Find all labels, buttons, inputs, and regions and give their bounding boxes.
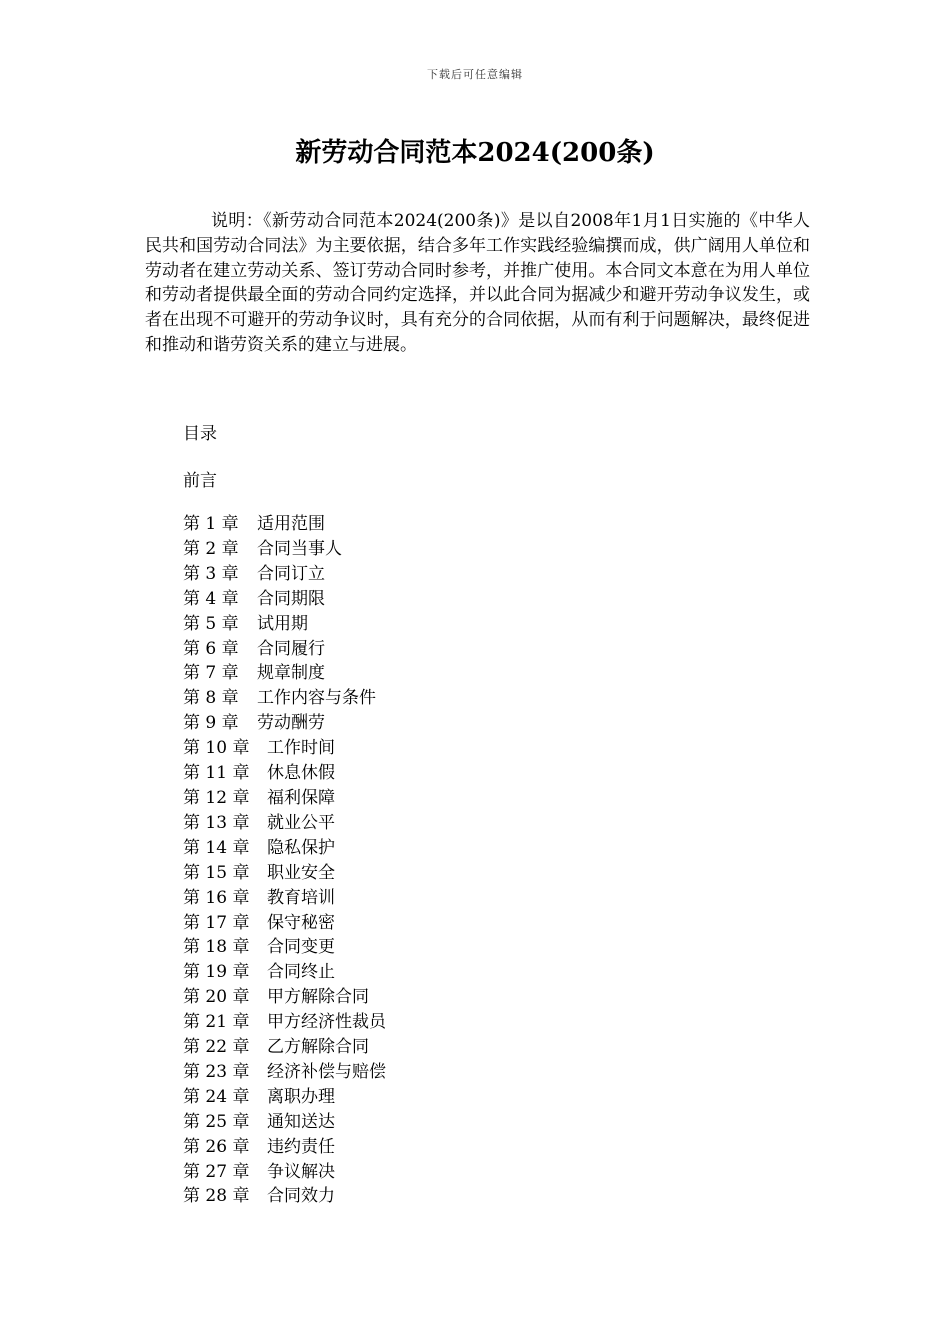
chapter-title: 合同当事人 bbox=[257, 538, 342, 559]
header-note: 下载后可任意编辑 bbox=[427, 68, 523, 81]
chapter-number: 第 4 章 bbox=[183, 588, 239, 609]
chapter-number: 第 25 章 bbox=[183, 1111, 250, 1132]
chapter-item bbox=[183, 960, 386, 985]
chapter-number: 第 20 章 bbox=[183, 987, 250, 1008]
chapter-title: 乙方解除合同 bbox=[267, 1037, 369, 1058]
chapter-item bbox=[183, 1184, 386, 1209]
chapter-item bbox=[183, 1010, 386, 1035]
chapter-item bbox=[183, 612, 386, 637]
chapter-title: 通知送达 bbox=[267, 1111, 335, 1132]
chapter-title: 合同效力 bbox=[267, 1186, 335, 1207]
chapter-number: 第 17 章 bbox=[183, 912, 250, 933]
chapter-number: 第 28 章 bbox=[183, 1186, 250, 1207]
chapter-title: 合同终止 bbox=[267, 962, 335, 983]
chapter-title: 合同订立 bbox=[257, 563, 325, 584]
chapter-title: 离职办理 bbox=[267, 1086, 335, 1107]
chapter-title: 职业安全 bbox=[267, 862, 335, 883]
chapter-number: 第 16 章 bbox=[183, 887, 250, 908]
chapter-item bbox=[183, 861, 386, 886]
chapter-item bbox=[183, 1085, 386, 1110]
chapter-item bbox=[183, 811, 386, 836]
chapter-title: 规章制度 bbox=[257, 663, 325, 684]
preface-heading: 前言 bbox=[183, 471, 217, 491]
chapter-title: 违约责任 bbox=[267, 1136, 335, 1157]
chapter-item bbox=[183, 711, 386, 736]
chapter-item bbox=[183, 512, 386, 537]
chapter-title: 合同期限 bbox=[257, 588, 325, 609]
chapter-title: 福利保障 bbox=[267, 787, 335, 808]
chapter-item bbox=[183, 911, 386, 936]
chapter-title: 经济补偿与赔偿 bbox=[267, 1061, 386, 1082]
chapter-number: 第 10 章 bbox=[183, 738, 250, 759]
chapter-number: 第 22 章 bbox=[183, 1037, 250, 1058]
chapter-item bbox=[183, 761, 386, 786]
chapter-item bbox=[183, 1110, 386, 1135]
chapter-title: 保守秘密 bbox=[267, 912, 335, 933]
chapter-item bbox=[183, 736, 386, 761]
chapter-item bbox=[183, 686, 386, 711]
chapter-title: 合同履行 bbox=[257, 638, 325, 659]
chapter-item bbox=[183, 1135, 386, 1160]
chapter-title: 劳动酬劳 bbox=[257, 713, 325, 734]
chapter-title: 甲方解除合同 bbox=[267, 987, 369, 1008]
chapter-title: 就业公平 bbox=[267, 812, 335, 833]
chapter-item bbox=[183, 637, 386, 662]
chapter-number: 第 18 章 bbox=[183, 937, 250, 958]
chapter-item bbox=[183, 985, 386, 1010]
chapter-title: 甲方经济性裁员 bbox=[267, 1012, 386, 1033]
chapter-title: 试用期 bbox=[257, 613, 308, 634]
chapter-number: 第 13 章 bbox=[183, 812, 250, 833]
chapter-item bbox=[183, 1060, 386, 1085]
chapter-number: 第 6 章 bbox=[183, 638, 239, 659]
chapter-number: 第 8 章 bbox=[183, 688, 239, 709]
chapter-number: 第 3 章 bbox=[183, 563, 239, 584]
chapter-number: 第 2 章 bbox=[183, 538, 239, 559]
chapter-number: 第 27 章 bbox=[183, 1161, 250, 1182]
chapter-item bbox=[183, 537, 386, 562]
chapter-item bbox=[183, 836, 386, 861]
chapter-item bbox=[183, 1035, 386, 1060]
chapter-list bbox=[183, 512, 386, 1209]
chapter-title: 工作内容与条件 bbox=[257, 688, 376, 709]
chapter-number: 第 21 章 bbox=[183, 1012, 250, 1033]
chapter-item bbox=[183, 886, 386, 911]
chapter-number: 第 26 章 bbox=[183, 1136, 250, 1157]
document-title: 新劳动合同范本2024(200条) bbox=[295, 138, 655, 168]
chapter-number: 第 14 章 bbox=[183, 837, 250, 858]
chapter-title: 合同变更 bbox=[267, 937, 335, 958]
toc-heading: 目录 bbox=[183, 424, 217, 444]
chapter-number: 第 1 章 bbox=[183, 514, 239, 534]
chapter-item bbox=[183, 562, 386, 587]
chapter-title: 休息休假 bbox=[267, 763, 335, 784]
chapter-number: 第 12 章 bbox=[183, 787, 250, 808]
chapter-number: 第 9 章 bbox=[183, 713, 239, 734]
chapter-title: 适用范围 bbox=[257, 514, 325, 534]
chapter-item bbox=[183, 587, 386, 612]
chapter-item bbox=[183, 661, 386, 686]
chapter-title: 争议解决 bbox=[267, 1161, 335, 1182]
chapter-number: 第 19 章 bbox=[183, 962, 250, 983]
chapter-number: 第 5 章 bbox=[183, 613, 239, 634]
chapter-item bbox=[183, 786, 386, 811]
chapter-number: 第 23 章 bbox=[183, 1061, 250, 1082]
chapter-title: 隐私保护 bbox=[267, 837, 335, 858]
chapter-number: 第 15 章 bbox=[183, 862, 250, 883]
chapter-number: 第 24 章 bbox=[183, 1086, 250, 1107]
chapter-title: 工作时间 bbox=[267, 738, 335, 759]
chapter-item bbox=[183, 935, 386, 960]
intro-paragraph: 说明：《新劳动合同范本2024(200条)》是以自2008年1月1日实施的《中华人民共和国劳动合同法》为主要依据，结合多年工作实践经验编撰而成，供广阔用人单位和劳动者在建立劳动关系、签订劳动合同时参考，并推广使用。本合同文本意在为用人单位和劳动者提供最全面的劳动合同约定选择，并以此合同为据减少和避开劳动争议发生，或者在出现不可避开的劳动争议时，具有充分的合同依据，从而有利于问题解决，最终促进和推动和谐劳资关系的建立与进展。 bbox=[145, 211, 810, 355]
chapter-number: 第 11 章 bbox=[183, 763, 250, 784]
chapter-title: 教育培训 bbox=[267, 887, 335, 908]
chapter-number: 第 7 章 bbox=[183, 663, 239, 684]
chapter-item bbox=[183, 1160, 386, 1185]
